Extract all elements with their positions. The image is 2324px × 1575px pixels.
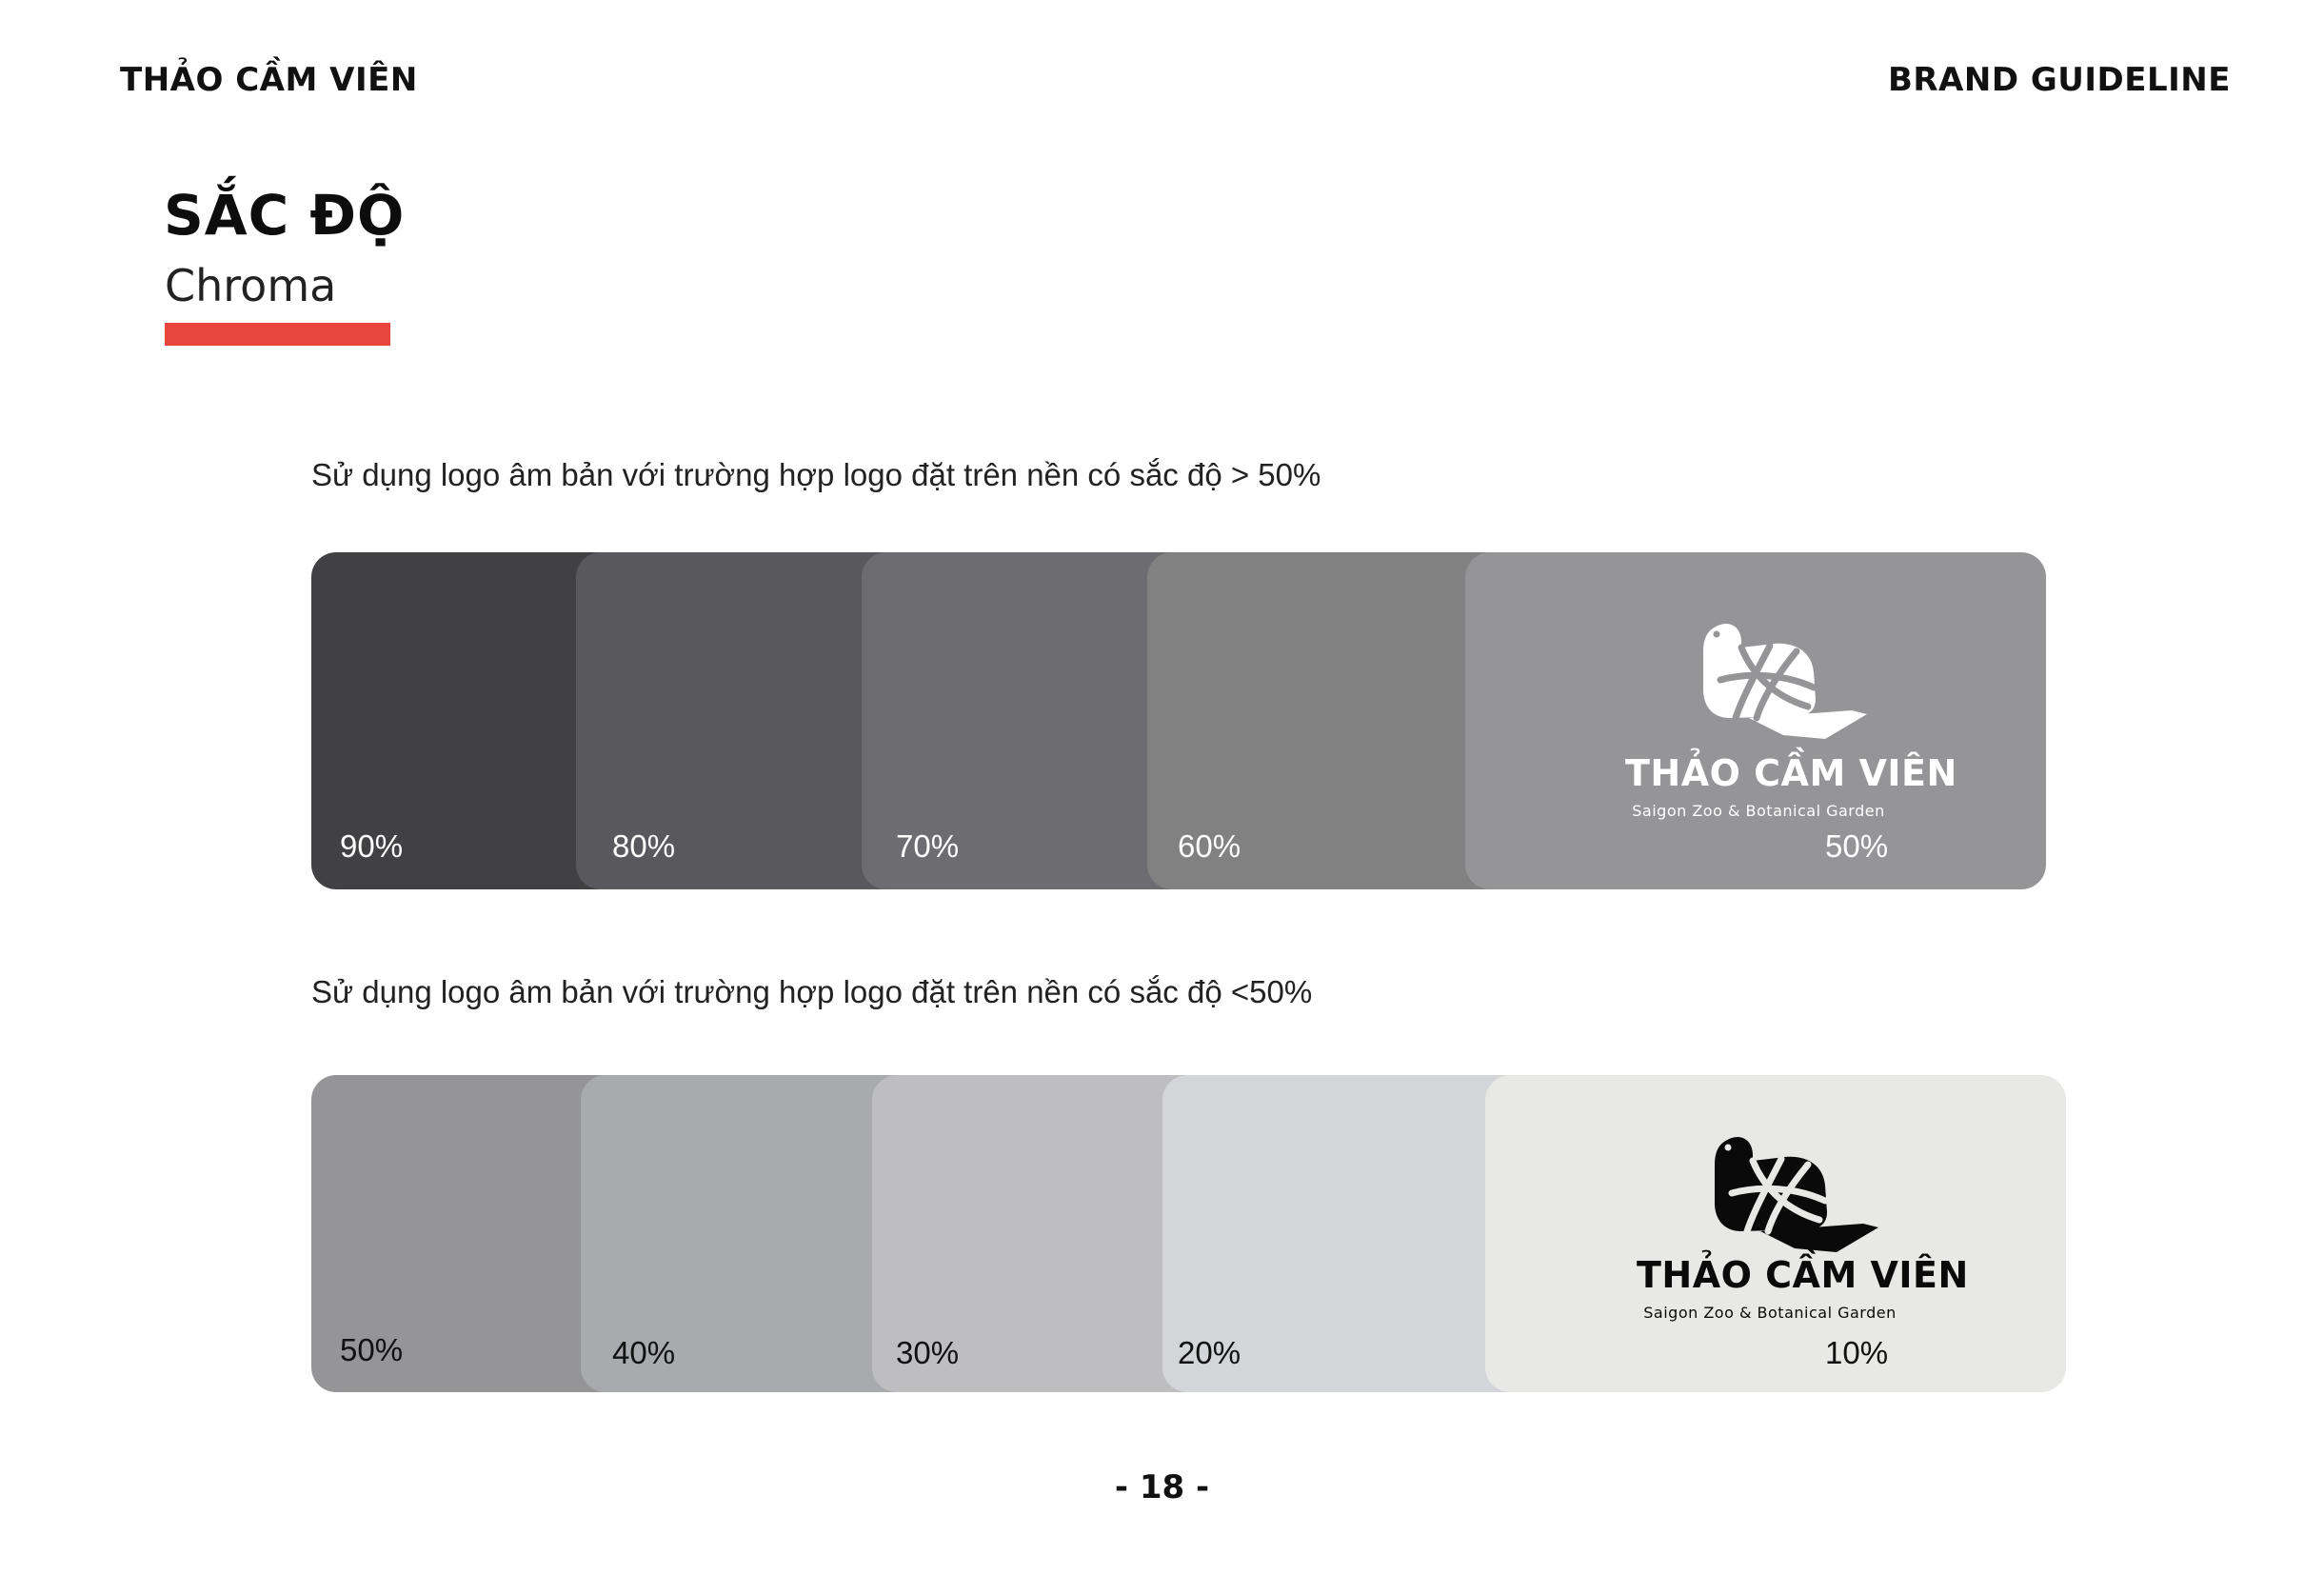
section-title: SẮC ĐỘ [164,183,406,248]
swatch-label: 90% [340,828,404,864]
caption-light-backgrounds: Sử dụng logo âm bản với trường hợp logo đặt trên nền có sắc độ <50% [311,974,1313,1009]
pigeon-logo-icon [1682,619,1873,745]
header-brand-name: THẢO CẦM VIÊN [120,61,418,99]
swatch-label: 40% [612,1335,676,1370]
chroma-strip-dark [311,552,2046,889]
logo-white [1625,619,1957,838]
swatch-label: 30% [896,1335,960,1370]
swatch-label: 20% [1178,1335,1241,1370]
swatch-label: 60% [1178,828,1241,864]
swatch-label: 50% [1825,828,1889,864]
swatch-label: 70% [896,828,960,864]
section-subtitle: Chroma [165,260,337,311]
logo-black [1637,1132,1969,1351]
logo-name: THẢO CẦM VIÊN [1625,752,1957,794]
pigeon-logo-icon [1694,1132,1884,1258]
swatch-10 [1485,1075,2066,1392]
logo-tagline: Saigon Zoo & Botanical Garden [1643,1304,1897,1322]
header-document-title: BRAND GUIDELINE [1887,61,2231,99]
page-number: - 18 - [1114,1468,1210,1506]
caption-dark-backgrounds: Sử dụng logo âm bản với trường hợp logo đặt trên nền có sắc độ > 50% [311,457,1321,492]
logo-name: THẢO CẦM VIÊN [1637,1254,1969,1296]
swatch-label: 50% [340,1332,404,1367]
section-accent-bar [165,323,390,346]
chroma-strip-light [311,1075,2066,1392]
logo-tagline: Saigon Zoo & Botanical Garden [1632,802,1885,820]
swatch-label: 80% [612,828,676,864]
swatch-label: 10% [1825,1335,1889,1370]
swatch-50 [1465,552,2046,889]
